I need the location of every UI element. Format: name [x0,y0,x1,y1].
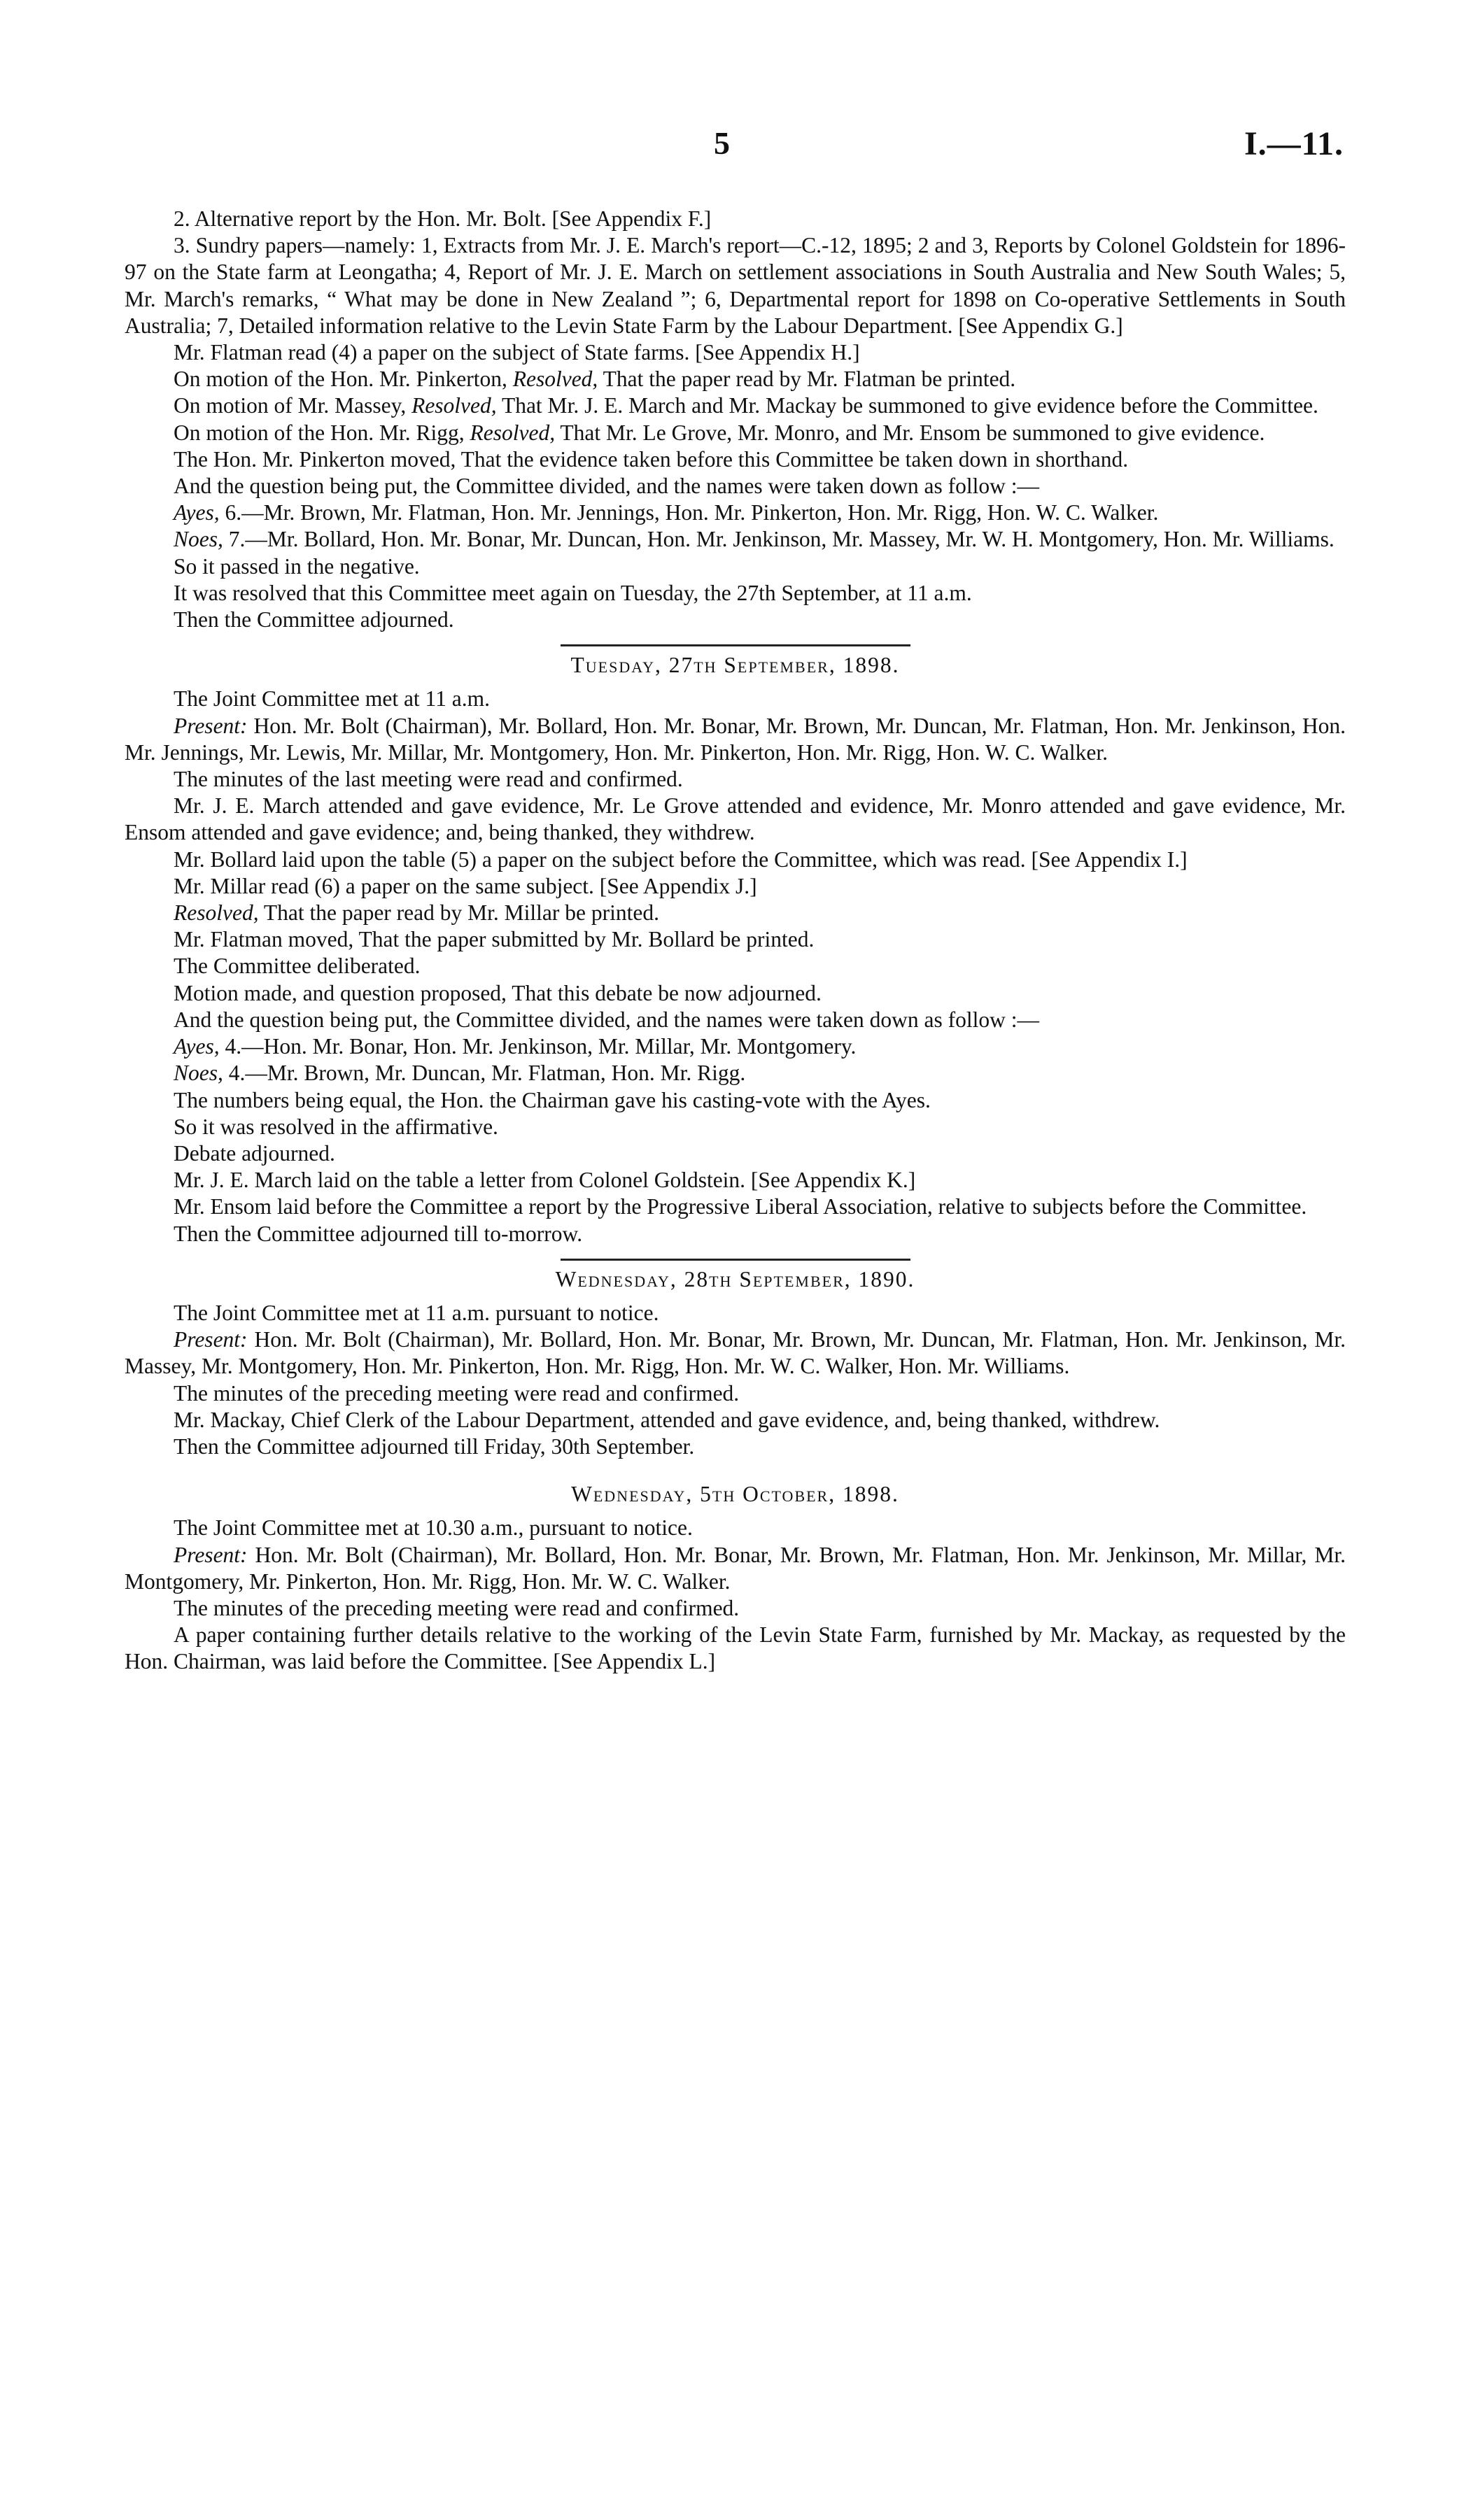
paragraph: So it was resolved in the affirmative. [174,1114,498,1139]
document-reference: I.—11. [1244,125,1344,162]
section-date: Wednesday, 5th October, 1898. [571,1482,899,1507]
paragraph: Mr. Flatman read (4) a paper on the subject of State farms. [See Appendix H.] [174,340,860,365]
paragraph: Then the Committee adjourned till to-morrow. [174,1221,583,1246]
paragraph: A paper containing further details relative to the working of the Levin State Farm, furnished by Mr. Mackay, as requested by the Hon. Chairman, was laid before the Committee. [See Appendix L.] [125,1622,1346,1674]
section-date: Wednesday, 28th September, 1890. [555,1266,915,1291]
paragraph: Mr. Flatman moved, That the paper submitted by Mr. Bollard be printed. [174,927,815,952]
page-number: 5 [714,125,730,161]
paragraph: The Joint Committee met at 11 a.m. [174,686,490,712]
paragraph: The minutes of the preceding meeting were read and confirmed. [174,1595,740,1620]
minutes-body [125,206,1346,1676]
present-list: Present: Hon. Mr. Bolt (Chairman), Mr. Bollard, Hon. Mr. Bonar, Mr. Brown, Mr. Flatman, Hon. Mr. Jenkinson, Mr. Millar, Mr. Montgomery, Mr. Pinkerton, Hon. Mr. Rigg, Hon. Mr. W. C. Walker. [125,1542,1346,1594]
present-list: Present: Hon. Mr. Bolt (Chairman), Mr. Bollard, Hon. Mr. Bonar, Mr. Brown, Mr. Duncan, Mr. Flatman, Hon. Mr. Jenkinson, Hon. Mr. Jennings, Mr. Lewis, Mr. Millar, Mr. Montgomery, Hon. Mr. Pinkerton, Hon. Mr. Rigg, Hon. W. C. Walker. [125,713,1346,765]
page-header [0,125,1471,174]
paragraph: 3. Sundry papers—namely: 1, Extracts from Mr. J. E. March's report—C.-12, 1895; 2 and 3, Reports by Colonel Goldstein for 1896-97 on the State farm at Leongatha; 4, Report of Mr. J. E. March on settlement associations in South Australia and New South Wales; 5, Mr. March's remarks, “ What may be done in New Zealand ”; 6, Departmental report for 1898 on Co-operative Settlements in South Australia; 7, Detailed information relative to the Levin State Farm by the Labour Department. [See Appendix G.] [125,233,1346,338]
paragraph: On motion of the Hon. Mr. Pinkerton, Resolved, That the paper read by Mr. Flatman be printed. [174,367,1016,392]
paragraph: Motion made, and question proposed, That this debate be now adjourned. [174,980,822,1005]
paragraph: And the question being put, the Committee divided, and the names were taken down as follow :— [174,1007,1039,1032]
paragraph: The minutes of the preceding meeting were read and confirmed. [174,1380,740,1406]
section-date: Tuesday, 27th September, 1898. [570,653,900,678]
paragraph: Mr. Mackay, Chief Clerk of the Labour Department, attended and gave evidence, and, being thanked, withdrew. [174,1407,1160,1432]
paragraph: The Joint Committee met at 10.30 a.m., pursuant to notice. [174,1515,693,1541]
paragraph: Then the Committee adjourned. [174,607,454,632]
paragraph: Mr. J. E. March attended and gave evidence, Mr. Le Grove attended and evidence, Mr. Monro attended and gave evidence, Mr. Ensom attended and gave evidence; and, being thanked, they withdrew. [125,793,1346,845]
present-list: Present: Hon. Mr. Bolt (Chairman), Mr. Bollard, Hon. Mr. Bonar, Mr. Brown, Mr. Duncan, Mr. Flatman, Hon. Mr. Jenkinson, Mr. Massey, Mr. Montgomery, Hon. Mr. Pinkerton, Hon. Mr. Rigg, Hon. Mr. W. C. Walker, Hon. Mr. Williams. [125,1327,1346,1379]
paragraph: The Committee deliberated. [174,954,421,979]
paragraph: Mr. Bollard laid upon the table (5) a paper on the subject before the Committee, which was read. [See Appendix I.] [174,847,1188,872]
vote-ayes: Ayes, 4.—Hon. Mr. Bonar, Hon. Mr. Jenkinson, Mr. Millar, Mr. Montgomery. [174,1034,857,1059]
paragraph: On motion of the Hon. Mr. Rigg, Resolved, That Mr. Le Grove, Mr. Monro, and Mr. Ensom be summoned to give evidence. [174,420,1265,445]
paragraph: It was resolved that this Committee meet again on Tuesday, the 27th September, at 11 a.m. [174,580,972,605]
paragraph: Mr. Ensom laid before the Committee a report by the Progressive Liberal Association, relative to subjects before the Committee. [174,1194,1307,1219]
vote-noes: Noes, 4.—Mr. Brown, Mr. Duncan, Mr. Flatman, Hon. Mr. Rigg. [174,1061,746,1086]
paragraph: Then the Committee adjourned till Friday, 30th September. [174,1434,695,1459]
paragraph: The numbers being equal, the Hon. the Chairman gave his casting-vote with the Ayes. [174,1087,931,1112]
vote-ayes: Ayes, 6.—Mr. Brown, Mr. Flatman, Hon. Mr. Jennings, Hon. Mr. Pinkerton, Hon. Mr. Rigg, Hon. W. C. Walker. [174,500,1159,525]
vote-noes: Noes, 7.—Mr. Bollard, Hon. Mr. Bonar, Mr. Duncan, Hon. Mr. Jenkinson, Mr. Massey, Mr. W. H. Montgomery, Hon. Mr. Williams. [174,527,1335,552]
paragraph: The Joint Committee met at 11 a.m. pursuant to notice. [174,1300,659,1325]
paragraph: The minutes of the last meeting were read and confirmed. [174,767,683,792]
section-divider [561,1259,910,1261]
paragraph: So it passed in the negative. [174,553,420,579]
paragraph: Resolved, That the paper read by Mr. Millar be printed. [174,900,659,926]
paragraph: Debate adjourned. [174,1140,335,1166]
paragraph: Mr. J. E. March laid on the table a letter from Colonel Goldstein. [See Appendix K.] [174,1168,916,1193]
paragraph: 2. Alternative report by the Hon. Mr. Bolt. [See Appendix F.] [174,206,712,231]
paragraph: The Hon. Mr. Pinkerton moved, That the evidence taken before this Committee be taken down in shorthand. [174,446,1129,472]
section-spacer [125,1460,1346,1475]
section-divider [561,644,910,646]
paragraph: On motion of Mr. Massey, Resolved, That Mr. J. E. March and Mr. Mackay be summoned to give evidence before the Committee. [174,393,1318,418]
paragraph: Mr. Millar read (6) a paper on the same subject. [See Appendix J.] [174,873,757,898]
paragraph: And the question being put, the Committee divided, and the names were taken down as follow :— [174,474,1039,499]
